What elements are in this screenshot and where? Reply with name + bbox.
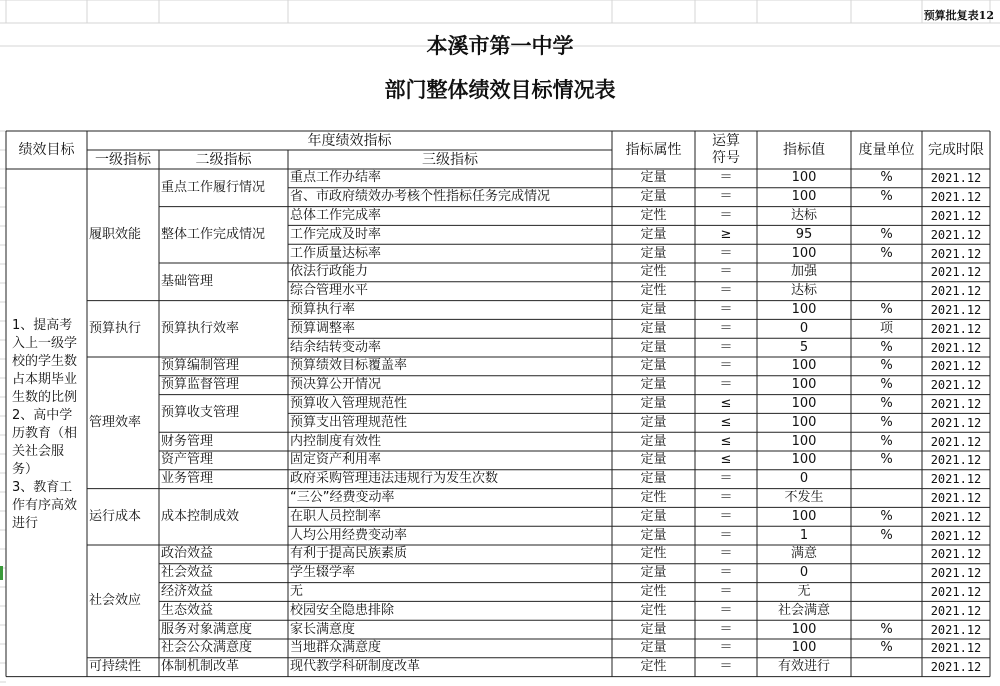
indicator-deadline: 2021.12 bbox=[930, 208, 982, 223]
indicator-deadline: 2021.12 bbox=[930, 378, 982, 393]
indicator-operator: ＝ bbox=[719, 527, 733, 543]
indicator-unit: % bbox=[880, 433, 893, 449]
indicator-operator: ＝ bbox=[719, 207, 733, 223]
level2-indicator: 服务对象满意度 bbox=[161, 621, 253, 637]
indicator-operator: ＝ bbox=[719, 659, 733, 675]
header-level1: 一级指标 bbox=[95, 151, 151, 168]
indicator-unit: % bbox=[880, 377, 893, 393]
indicator-value: 100 bbox=[791, 414, 817, 430]
level3-indicator: 在职人员控制率 bbox=[290, 508, 382, 524]
level1-indicator: 运行成本 bbox=[89, 508, 142, 524]
indicator-operator: ≤ bbox=[720, 414, 732, 430]
indicator-value: 100 bbox=[791, 433, 817, 449]
document-subtitle: 部门整体绩效目标情况表 bbox=[384, 77, 616, 102]
indicator-operator: ＝ bbox=[719, 602, 733, 618]
indicator-deadline: 2021.12 bbox=[930, 265, 982, 280]
level3-indicator: 总体工作完成率 bbox=[290, 207, 382, 223]
indicator-unit bbox=[851, 658, 922, 677]
indicator-unit bbox=[851, 583, 922, 602]
indicator-attribute: 定量 bbox=[640, 433, 667, 449]
level3-indicator: 重点工作办结率 bbox=[290, 170, 382, 186]
indicator-operator: ＝ bbox=[719, 640, 733, 656]
indicator-unit bbox=[851, 470, 922, 489]
level3-indicator: 校园安全隐患排除 bbox=[290, 602, 395, 618]
level3-indicator: 工作完成及时率 bbox=[290, 226, 382, 242]
indicator-operator: ＝ bbox=[719, 189, 733, 205]
indicator-value: 100 bbox=[791, 189, 817, 205]
goal-description: 1、提高考入上一级学校的学生数占本期毕业生数的比例 2、高中学历教育（相关社会服务） 3、教育工作有序高效进行 bbox=[12, 318, 78, 531]
indicator-value: 5 bbox=[799, 339, 809, 355]
indicator-deadline: 2021.12 bbox=[930, 472, 982, 487]
indicator-value: 95 bbox=[795, 226, 813, 242]
level3-indicator: 政府采购管理违法违规行为发生次数 bbox=[290, 471, 499, 487]
level2-indicator: 成本控制成效 bbox=[161, 508, 240, 524]
indicator-unit bbox=[851, 282, 922, 301]
indicator-unit: % bbox=[880, 301, 893, 317]
level2-indicator: 基础管理 bbox=[161, 273, 214, 289]
indicator-attribute: 定量 bbox=[640, 320, 667, 336]
level1-indicator: 可持续性 bbox=[89, 659, 142, 675]
indicator-operator: ＝ bbox=[719, 283, 733, 299]
indicator-deadline: 2021.12 bbox=[930, 622, 982, 637]
level3-indicator: 预算绩效目标覆盖率 bbox=[290, 358, 408, 374]
indicator-attribute: 定性 bbox=[640, 489, 667, 505]
level3-indicator: 省、市政府绩效办考核个性指标任务完成情况 bbox=[290, 189, 551, 205]
indicator-deadline: 2021.12 bbox=[930, 396, 982, 411]
indicator-attribute: 定量 bbox=[640, 245, 667, 261]
indicator-unit: % bbox=[880, 226, 893, 242]
indicator-operator: ＝ bbox=[719, 377, 733, 393]
indicator-operator: ＝ bbox=[719, 264, 733, 280]
indicator-unit: % bbox=[880, 621, 893, 637]
indicator-unit: % bbox=[880, 395, 893, 411]
header-annual-indicators: 年度绩效指标 bbox=[307, 132, 392, 149]
indicator-operator: ＝ bbox=[719, 489, 733, 505]
header-deadline: 完成时限 bbox=[928, 142, 984, 158]
indicator-attribute: 定量 bbox=[640, 527, 667, 543]
indicator-unit bbox=[851, 207, 922, 226]
level1-indicator: 管理效率 bbox=[89, 414, 142, 430]
indicator-operator: ＝ bbox=[719, 339, 733, 355]
indicator-value: 100 bbox=[791, 621, 817, 637]
indicator-attribute: 定性 bbox=[640, 546, 667, 562]
indicator-operator: ＝ bbox=[719, 565, 733, 581]
indicator-attribute: 定量 bbox=[640, 339, 667, 355]
indicator-unit: % bbox=[880, 339, 893, 355]
indicator-operator: ＝ bbox=[719, 170, 733, 186]
level2-indicator: 体制机制改革 bbox=[161, 659, 240, 675]
indicator-attribute: 定量 bbox=[640, 471, 667, 487]
indicator-deadline: 2021.12 bbox=[930, 302, 982, 317]
indicator-value: 100 bbox=[791, 301, 817, 317]
level3-indicator: 当地群众满意度 bbox=[290, 640, 382, 656]
document-title: 本溪市第一中学 bbox=[426, 33, 574, 58]
indicator-value: 0 bbox=[799, 565, 809, 581]
level2-indicator: 预算编制管理 bbox=[161, 358, 240, 374]
indicator-operator: ≤ bbox=[720, 452, 732, 468]
indicator-deadline: 2021.12 bbox=[930, 490, 982, 505]
indicator-deadline: 2021.12 bbox=[930, 584, 982, 599]
indicator-unit: % bbox=[880, 189, 893, 205]
level2-indicator: 预算监督管理 bbox=[161, 377, 240, 393]
indicator-operator: ≤ bbox=[720, 395, 732, 411]
level2-indicator: 社会公众满意度 bbox=[161, 640, 253, 656]
indicator-value: 0 bbox=[799, 320, 809, 336]
level2-indicator: 重点工作履行情况 bbox=[161, 179, 266, 195]
indicator-value: 无 bbox=[797, 583, 811, 599]
level3-indicator: 家长满意度 bbox=[290, 621, 356, 637]
indicator-unit: 项 bbox=[879, 320, 893, 336]
indicator-value: 加强 bbox=[790, 264, 817, 280]
level2-indicator: 生态效益 bbox=[161, 602, 214, 618]
indicator-value: 100 bbox=[791, 170, 817, 186]
indicator-operator: ＝ bbox=[719, 621, 733, 637]
indicator-deadline: 2021.12 bbox=[930, 566, 982, 581]
level3-indicator: 预算执行率 bbox=[290, 301, 356, 317]
level3-indicator: 预算收入管理规范性 bbox=[290, 395, 408, 411]
level1-indicator: 预算执行 bbox=[89, 320, 142, 336]
indicator-attribute: 定性 bbox=[640, 602, 667, 618]
indicator-unit bbox=[851, 263, 922, 282]
header-goal: 绩效目标 bbox=[18, 142, 75, 158]
indicator-attribute: 定性 bbox=[640, 583, 667, 599]
indicator-unit: % bbox=[880, 527, 893, 543]
indicator-unit: % bbox=[880, 358, 893, 374]
indicator-value: 100 bbox=[791, 377, 817, 393]
indicator-operator: ≥ bbox=[720, 226, 732, 242]
indicator-deadline: 2021.12 bbox=[930, 547, 982, 562]
indicator-attribute: 定量 bbox=[640, 640, 667, 656]
level3-indicator: 内控制度有效性 bbox=[290, 433, 382, 449]
level2-indicator: 经济效益 bbox=[161, 583, 214, 599]
indicator-value: 100 bbox=[791, 245, 817, 261]
indicator-unit: % bbox=[880, 508, 893, 524]
level3-indicator: 预算支出管理规范性 bbox=[290, 414, 408, 430]
indicator-deadline: 2021.12 bbox=[930, 434, 982, 449]
indicator-value: 社会满意 bbox=[777, 602, 830, 618]
indicator-value: 不发生 bbox=[784, 489, 824, 505]
indicator-deadline: 2021.12 bbox=[930, 284, 982, 299]
level2-indicator: 财务管理 bbox=[161, 433, 214, 449]
header-unit: 度量单位 bbox=[858, 142, 915, 158]
indicator-attribute: 定量 bbox=[640, 621, 667, 637]
indicator-value: 0 bbox=[799, 471, 809, 487]
indicator-attribute: 定量 bbox=[640, 377, 667, 393]
indicator-value: 100 bbox=[791, 452, 817, 468]
indicator-deadline: 2021.12 bbox=[930, 415, 982, 430]
indicator-attribute: 定量 bbox=[640, 226, 667, 242]
indicator-attribute: 定量 bbox=[640, 358, 667, 374]
indicator-value: 1 bbox=[799, 527, 809, 543]
level3-indicator: “三公”经费变动率 bbox=[290, 489, 395, 505]
header-attribute: 指标属性 bbox=[625, 142, 682, 158]
level3-indicator: 结余结转变动率 bbox=[290, 339, 382, 355]
indicator-deadline: 2021.12 bbox=[930, 227, 982, 242]
level3-indicator: 无 bbox=[290, 583, 304, 599]
indicator-attribute: 定量 bbox=[640, 170, 667, 186]
indicator-operator: ＝ bbox=[719, 301, 733, 317]
level1-indicator: 社会效应 bbox=[89, 593, 142, 609]
indicator-deadline: 2021.12 bbox=[930, 453, 982, 468]
indicator-deadline: 2021.12 bbox=[930, 190, 982, 205]
level3-indicator: 现代教学科研制度改革 bbox=[290, 659, 421, 675]
header-operator: 运算符号 bbox=[712, 133, 740, 166]
level2-indicator: 业务管理 bbox=[161, 471, 214, 487]
indicator-value: 达标 bbox=[790, 207, 817, 223]
indicator-value: 有效进行 bbox=[777, 659, 830, 675]
indicator-attribute: 定性 bbox=[640, 264, 667, 280]
indicator-operator: ＝ bbox=[719, 471, 733, 487]
level2-indicator: 资产管理 bbox=[161, 452, 214, 468]
indicator-unit bbox=[851, 489, 922, 508]
indicator-deadline: 2021.12 bbox=[930, 603, 982, 618]
indicator-unit: % bbox=[880, 245, 893, 261]
indicator-attribute: 定量 bbox=[640, 189, 667, 205]
indicator-deadline: 2021.12 bbox=[930, 641, 982, 656]
indicator-operator: ＝ bbox=[719, 546, 733, 562]
indicator-attribute: 定量 bbox=[640, 452, 667, 468]
indicator-unit: % bbox=[880, 452, 893, 468]
indicator-deadline: 2021.12 bbox=[930, 528, 982, 543]
indicator-operator: ＝ bbox=[719, 245, 733, 261]
indicator-value: 100 bbox=[791, 358, 817, 374]
level2-indicator: 预算执行效率 bbox=[161, 320, 240, 336]
indicator-deadline: 2021.12 bbox=[930, 359, 982, 374]
indicator-value: 100 bbox=[791, 508, 817, 524]
indicator-attribute: 定量 bbox=[640, 301, 667, 317]
level3-indicator: 工作质量达标率 bbox=[290, 245, 382, 261]
indicator-attribute: 定量 bbox=[640, 565, 667, 581]
indicator-unit bbox=[851, 601, 922, 620]
header-value: 指标值 bbox=[783, 142, 825, 158]
indicator-attribute: 定性 bbox=[640, 659, 667, 675]
indicator-deadline: 2021.12 bbox=[930, 660, 982, 675]
indicator-deadline: 2021.12 bbox=[930, 171, 982, 186]
indicator-attribute: 定量 bbox=[640, 395, 667, 411]
indicator-deadline: 2021.12 bbox=[930, 340, 982, 355]
level2-indicator: 预算收支管理 bbox=[161, 405, 240, 421]
indicator-operator: ≤ bbox=[720, 433, 732, 449]
level3-indicator: 人均公用经费变动率 bbox=[290, 527, 408, 543]
form-number: 预算批复表12 bbox=[923, 9, 994, 22]
indicator-value: 100 bbox=[791, 395, 817, 411]
indicator-attribute: 定量 bbox=[640, 414, 667, 430]
indicator-value: 达标 bbox=[790, 283, 817, 299]
level2-indicator: 整体工作完成情况 bbox=[161, 226, 266, 242]
indicator-attribute: 定性 bbox=[640, 207, 667, 223]
indicator-deadline: 2021.12 bbox=[930, 509, 982, 524]
level3-indicator: 综合管理水平 bbox=[290, 283, 369, 299]
indicator-operator: ＝ bbox=[719, 583, 733, 599]
level3-indicator: 有利于提高民族素质 bbox=[290, 546, 408, 562]
level3-indicator: 预算调整率 bbox=[290, 320, 356, 336]
level3-indicator: 预决算公开情况 bbox=[290, 377, 382, 393]
row-selection-marker bbox=[0, 566, 3, 580]
level3-indicator: 依法行政能力 bbox=[290, 264, 369, 280]
indicator-operator: ＝ bbox=[719, 358, 733, 374]
level3-indicator: 学生辍学率 bbox=[290, 565, 356, 581]
indicator-unit bbox=[851, 545, 922, 564]
indicator-attribute: 定量 bbox=[640, 508, 667, 524]
level2-indicator: 政治效益 bbox=[161, 546, 214, 562]
indicator-unit: % bbox=[880, 640, 893, 656]
indicator-value: 100 bbox=[791, 640, 817, 656]
level3-indicator: 固定资产利用率 bbox=[290, 452, 382, 468]
indicator-unit: % bbox=[880, 414, 893, 430]
header-level3: 三级指标 bbox=[422, 151, 478, 168]
indicator-operator: ＝ bbox=[719, 508, 733, 524]
indicator-deadline: 2021.12 bbox=[930, 246, 982, 261]
header-level2: 二级指标 bbox=[195, 151, 252, 168]
indicator-deadline: 2021.12 bbox=[930, 321, 982, 336]
level1-indicator: 履职效能 bbox=[89, 226, 142, 242]
indicator-value: 满意 bbox=[790, 546, 817, 562]
indicator-operator: ＝ bbox=[719, 320, 733, 336]
level2-indicator: 社会效益 bbox=[161, 565, 214, 581]
indicator-attribute: 定性 bbox=[640, 283, 667, 299]
indicator-unit bbox=[851, 564, 922, 583]
indicator-unit: % bbox=[880, 170, 893, 186]
